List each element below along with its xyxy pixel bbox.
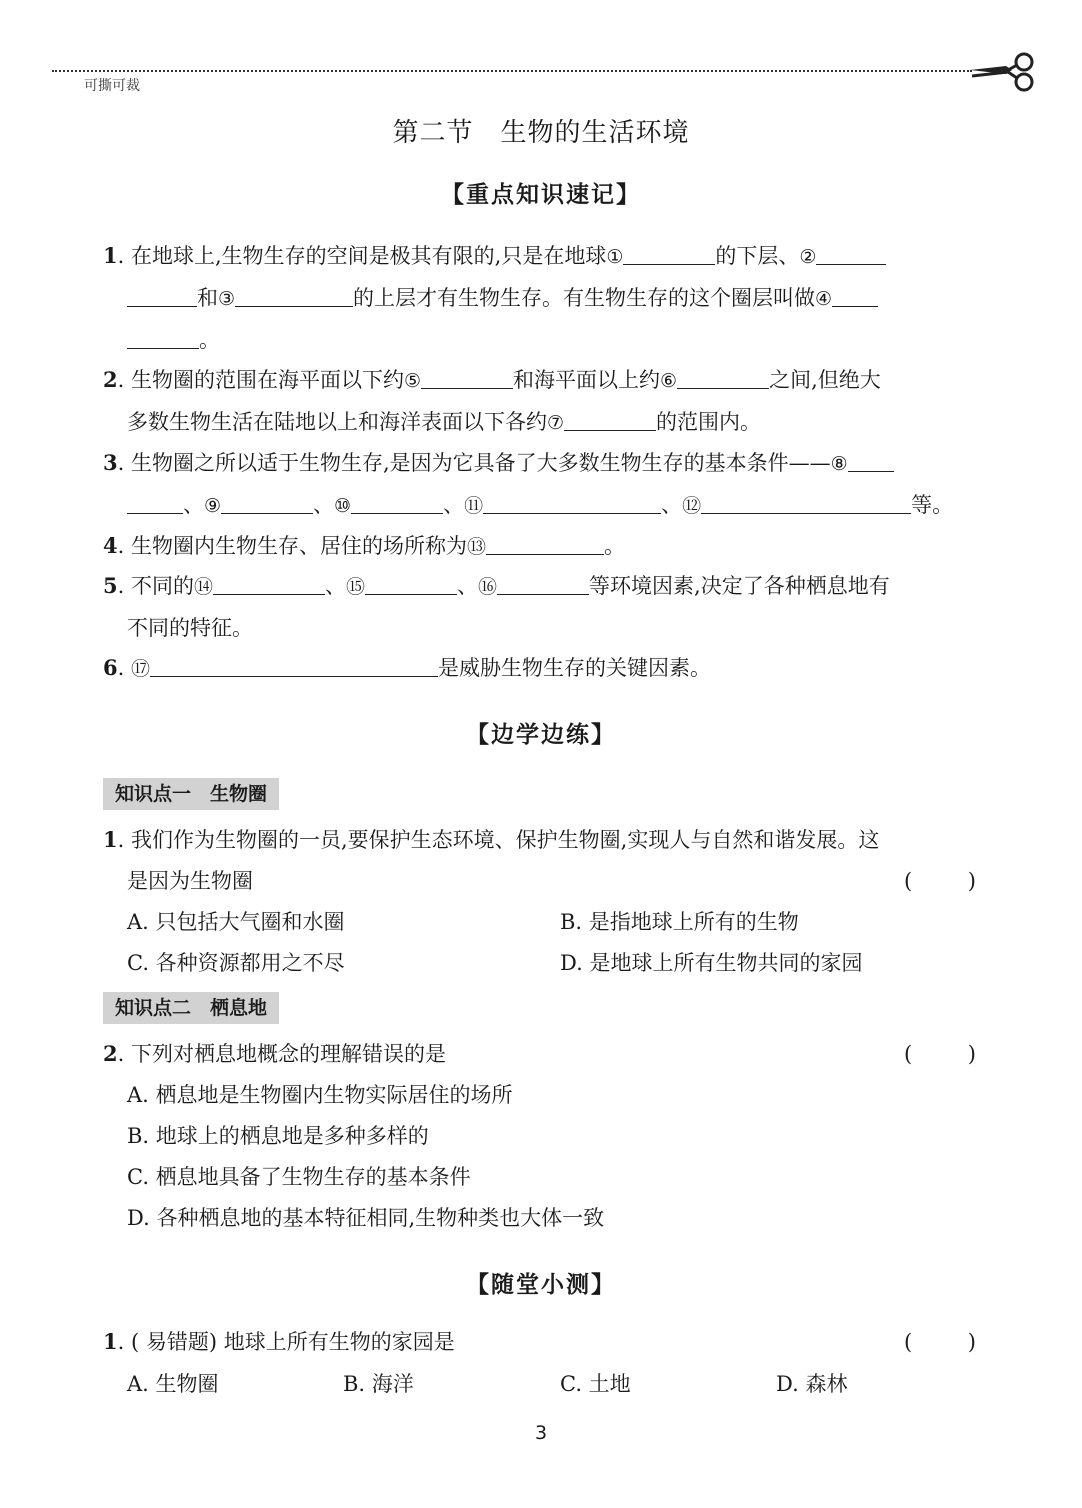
blank-12[interactable] xyxy=(701,492,911,514)
knowledge-point-2: 知识点二 栖息地 xyxy=(103,992,279,1024)
quiz-q1-option-a[interactable]: A. 生物圈 xyxy=(127,1372,219,1396)
practice-q1-option-d[interactable]: D. 是地球上所有生物共同的家园 xyxy=(560,951,863,975)
practice-q2-option-a[interactable]: A. 栖息地是生物圈内生物实际居住的场所 xyxy=(127,1083,513,1107)
tearable-label: 可撕可裁 xyxy=(84,78,140,94)
blank-10[interactable] xyxy=(351,492,443,514)
knowledge-q4: 4. 生物圈内生物生存、居住的场所称为⑬ 。 xyxy=(103,533,625,558)
knowledge-q1-line3: 。 xyxy=(127,326,220,354)
practice-q1-option-c[interactable]: C. 各种资源都用之不尽 xyxy=(127,951,345,975)
quiz-q1: 1. ( 易错题) 地球上所有生物的家园是 xyxy=(103,1329,455,1354)
knowledge-q1-line1: 1. 在地球上,生物生存的空间是极其有限的,只是在地球① 的下层、② xyxy=(103,242,886,271)
scissors-icon xyxy=(968,52,1038,92)
knowledge-q2-line2: 多数生物生活在陆地以上和海洋表面以下各约⑦ 的范围内。 xyxy=(127,410,762,434)
knowledge-q5-line2: 不同的特征。 xyxy=(127,616,253,640)
knowledge-q6: 6. ⑰ 是威胁生物生存的关键因素。 xyxy=(103,655,711,680)
practice-q2-option-d[interactable]: D. 各种栖息地的基本特征相同,生物种类也大体一致 xyxy=(127,1206,605,1230)
blank-4[interactable] xyxy=(832,285,878,307)
blank-11[interactable] xyxy=(483,492,661,514)
section-practice: 【边学边练】 xyxy=(466,722,616,748)
page-title: 第二节 生物的生活环境 xyxy=(392,118,690,148)
blank-5[interactable] xyxy=(421,367,513,389)
blank-7[interactable] xyxy=(564,409,656,431)
blank-17[interactable] xyxy=(150,655,438,677)
knowledge-q2-line1: 2. 生物圈的范围在海平面以下约⑤ 和海平面以上约⑥ 之间,但绝大 xyxy=(103,367,881,392)
blank-6[interactable] xyxy=(677,367,769,389)
practice-q2-option-b[interactable]: B. 地球上的栖息地是多种多样的 xyxy=(127,1124,429,1148)
blank-1[interactable] xyxy=(623,243,715,265)
quiz-q1-option-d[interactable]: D. 森林 xyxy=(776,1372,848,1396)
section-key-points: 【重点知识速记】 xyxy=(441,182,641,208)
section-quiz: 【随堂小测】 xyxy=(466,1272,616,1298)
blank-3[interactable] xyxy=(235,285,353,307)
blank-8[interactable] xyxy=(848,450,894,472)
blank-13[interactable] xyxy=(486,533,604,555)
blank-16[interactable] xyxy=(497,573,589,595)
quiz-q1-option-c[interactable]: C. 土地 xyxy=(560,1372,631,1396)
practice-q1-line2: 是因为生物圈 xyxy=(127,869,253,893)
knowledge-point-1: 知识点一 生物圈 xyxy=(103,778,279,810)
blank-14[interactable] xyxy=(213,573,325,595)
practice-q1-option-a[interactable]: A. 只包括大气圈和水圈 xyxy=(127,910,345,934)
knowledge-q1-line2: 和③ 的上层才有生物生存。有生物生存的这个圈层叫做④ xyxy=(127,284,878,313)
blank-9[interactable] xyxy=(221,492,313,514)
quiz-q1-option-b[interactable]: B. 海洋 xyxy=(343,1372,414,1396)
cut-line xyxy=(52,70,972,72)
blank-2[interactable] xyxy=(816,243,886,265)
page-number: 3 xyxy=(534,1422,548,1444)
blank-15[interactable] xyxy=(365,573,457,595)
knowledge-q3-line2: 、⑨ 、⑩ 、⑪ 、⑫ 等。 xyxy=(127,491,953,520)
practice-q1-option-b[interactable]: B. 是指地球上所有的生物 xyxy=(560,910,799,934)
knowledge-q5-line1: 5. 不同的⑭ 、⑮ 、⑯ 等环境因素,决定了各种栖息地有 xyxy=(103,573,890,598)
practice-q1-line1: 1. 我们作为生物圈的一员,要保护生态环境、保护生物圈,实现人与自然和谐发展。这 xyxy=(103,827,880,852)
practice-q2: 2. 下列对栖息地概念的理解错误的是 xyxy=(103,1041,446,1066)
knowledge-q3-line1: 3. 生物圈之所以适于生物生存,是因为它具备了大多数生物生存的基本条件——⑧ xyxy=(103,449,894,478)
practice-q2-option-c[interactable]: C. 栖息地具备了生物生存的基本条件 xyxy=(127,1165,471,1189)
